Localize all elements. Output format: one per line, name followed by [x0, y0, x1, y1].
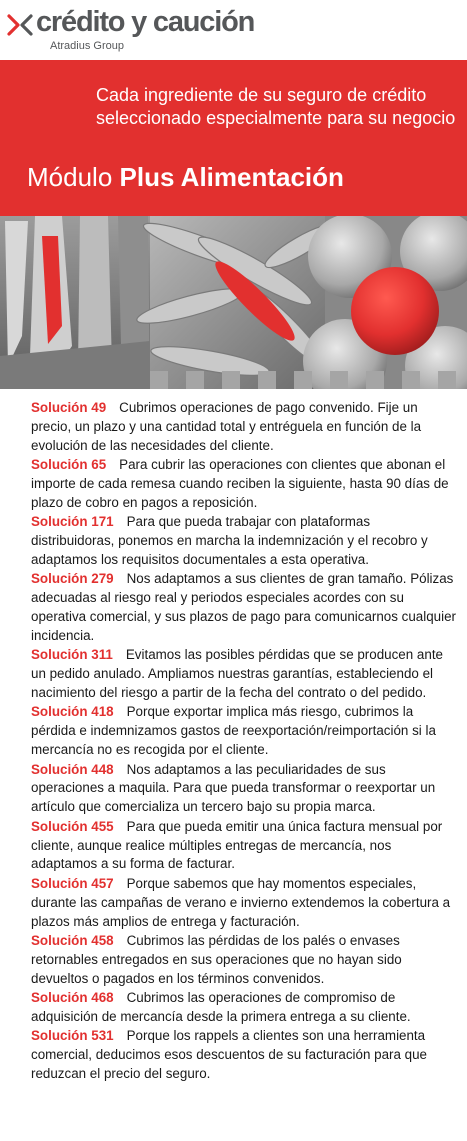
solution-item	[31, 761, 456, 818]
solution-code: Solución 418	[31, 704, 114, 720]
solution-text: Cubrimos operaciones de pago convenido. Fije un precio, un plazo y una cantidad total y entréguela en función de la evolución de las necesidades del cliente.	[31, 400, 422, 453]
solution-item	[31, 875, 456, 932]
banner-tagline	[96, 84, 456, 130]
solution-code: Solución 65	[31, 457, 107, 473]
solution-item	[31, 1027, 456, 1084]
brand-logo	[6, 4, 306, 54]
solution-item	[31, 703, 456, 760]
brand-subtitle: Atradius Group	[50, 40, 124, 52]
hero-banner	[0, 60, 467, 216]
tagline-line-1: Cada ingrediente de su seguro de crédito	[96, 85, 427, 105]
solution-item	[31, 513, 456, 570]
solution-text: Cubrimos las pérdidas de los palés o envases retornables entregados en sus operaciones que no hayan sido devueltos o pagados en los términos convenidos.	[31, 932, 402, 986]
solutions-list	[31, 399, 456, 1084]
solution-text: Porque exportar implica más riesgo, cubrimos la pérdida e indemnizamos gastos de reexportación/reimportación si la mercancía no es recogida por el cliente.	[31, 704, 436, 758]
solution-text: Porque los rappels a clientes son una herramienta comercial, deducimos esos descuentos de su facturación para que reduzcan el precio del seguro.	[31, 1028, 427, 1082]
brand-name: crédito y caución	[36, 6, 255, 38]
solution-text: Nos adaptamos a sus clientes de gran tamaño. Pólizas adecuadas al riesgo real y periodos especiales acordes con su operativa comercial, y sus plazos de pago para comunicarnos cualquier incidencia.	[31, 571, 457, 644]
solution-code: Solución 457	[31, 875, 114, 891]
solution-text: Nos adaptamos a las peculiaridades de sus operaciones a maquila. Para que pueda transformar o reexportar un artículo que comercializa un tercero bajo su propia marca.	[31, 761, 436, 815]
apple-image	[303, 216, 467, 389]
solution-text: Para cubrir las operaciones con clientes que abonan el importe de cada remesa cuando reciben la siguiente, hasta 90 días de plazo de cobro en pagos a reposición.	[31, 457, 449, 510]
solution-code: Solución 171	[31, 514, 114, 530]
solution-code: Solución 49	[31, 400, 107, 415]
solution-item	[31, 399, 456, 456]
solution-text: Para que pueda trabajar con plataformas distribuidoras, ponemos en marcha la indemnización y el recobro y adaptamos los requisitos documentales a esta operativa.	[31, 514, 428, 568]
solution-code: Solución 458	[31, 932, 114, 948]
solution-item	[31, 818, 456, 875]
solution-item	[31, 989, 456, 1027]
solution-code: Solución 279	[31, 571, 114, 587]
solution-code: Solución 531	[31, 1028, 114, 1044]
solution-item	[31, 646, 456, 703]
solution-item	[31, 570, 456, 646]
solution-text: Cubrimos las operaciones de compromiso de adquisición de mercancía desde la primera entrega a su cliente.	[31, 990, 411, 1024]
solution-text: Para que pueda emitir una única factura mensual por cliente, aunque realice múltiples entregas de mercancía, nos adaptamos a su forma de facturar.	[31, 818, 443, 872]
solution-item	[31, 456, 456, 513]
solution-code: Solución 468	[31, 990, 114, 1005]
solution-code: Solución 455	[31, 818, 114, 834]
tagline-line-2: seleccionado especialmente para su negocio	[96, 108, 456, 128]
solution-code: Solución 448	[31, 761, 114, 777]
solution-item	[31, 932, 456, 989]
chevron-logo-icon	[6, 12, 34, 38]
solution-text: Porque sabemos que hay momentos especiales, durante las campañas de verano e invierno extendemos la cobertura a plazos más amplios de entrega y facturación.	[31, 875, 451, 929]
module-title-bold: Plus Alimentación	[119, 162, 344, 192]
food-photo-strip	[0, 216, 467, 389]
header	[0, 0, 467, 60]
meat-image	[0, 216, 150, 389]
module-title-prefix: Módulo	[27, 162, 120, 192]
module-title	[27, 161, 344, 193]
solution-code: Solución 311	[31, 647, 113, 663]
solution-text: Evitamos las posibles pérdidas que se producen ante un pedido anulado. Ampliamos nuestras garantías, estableciendo el nacimiento del riesgo a partir de la fecha del contrato o del pedido.	[31, 647, 443, 701]
